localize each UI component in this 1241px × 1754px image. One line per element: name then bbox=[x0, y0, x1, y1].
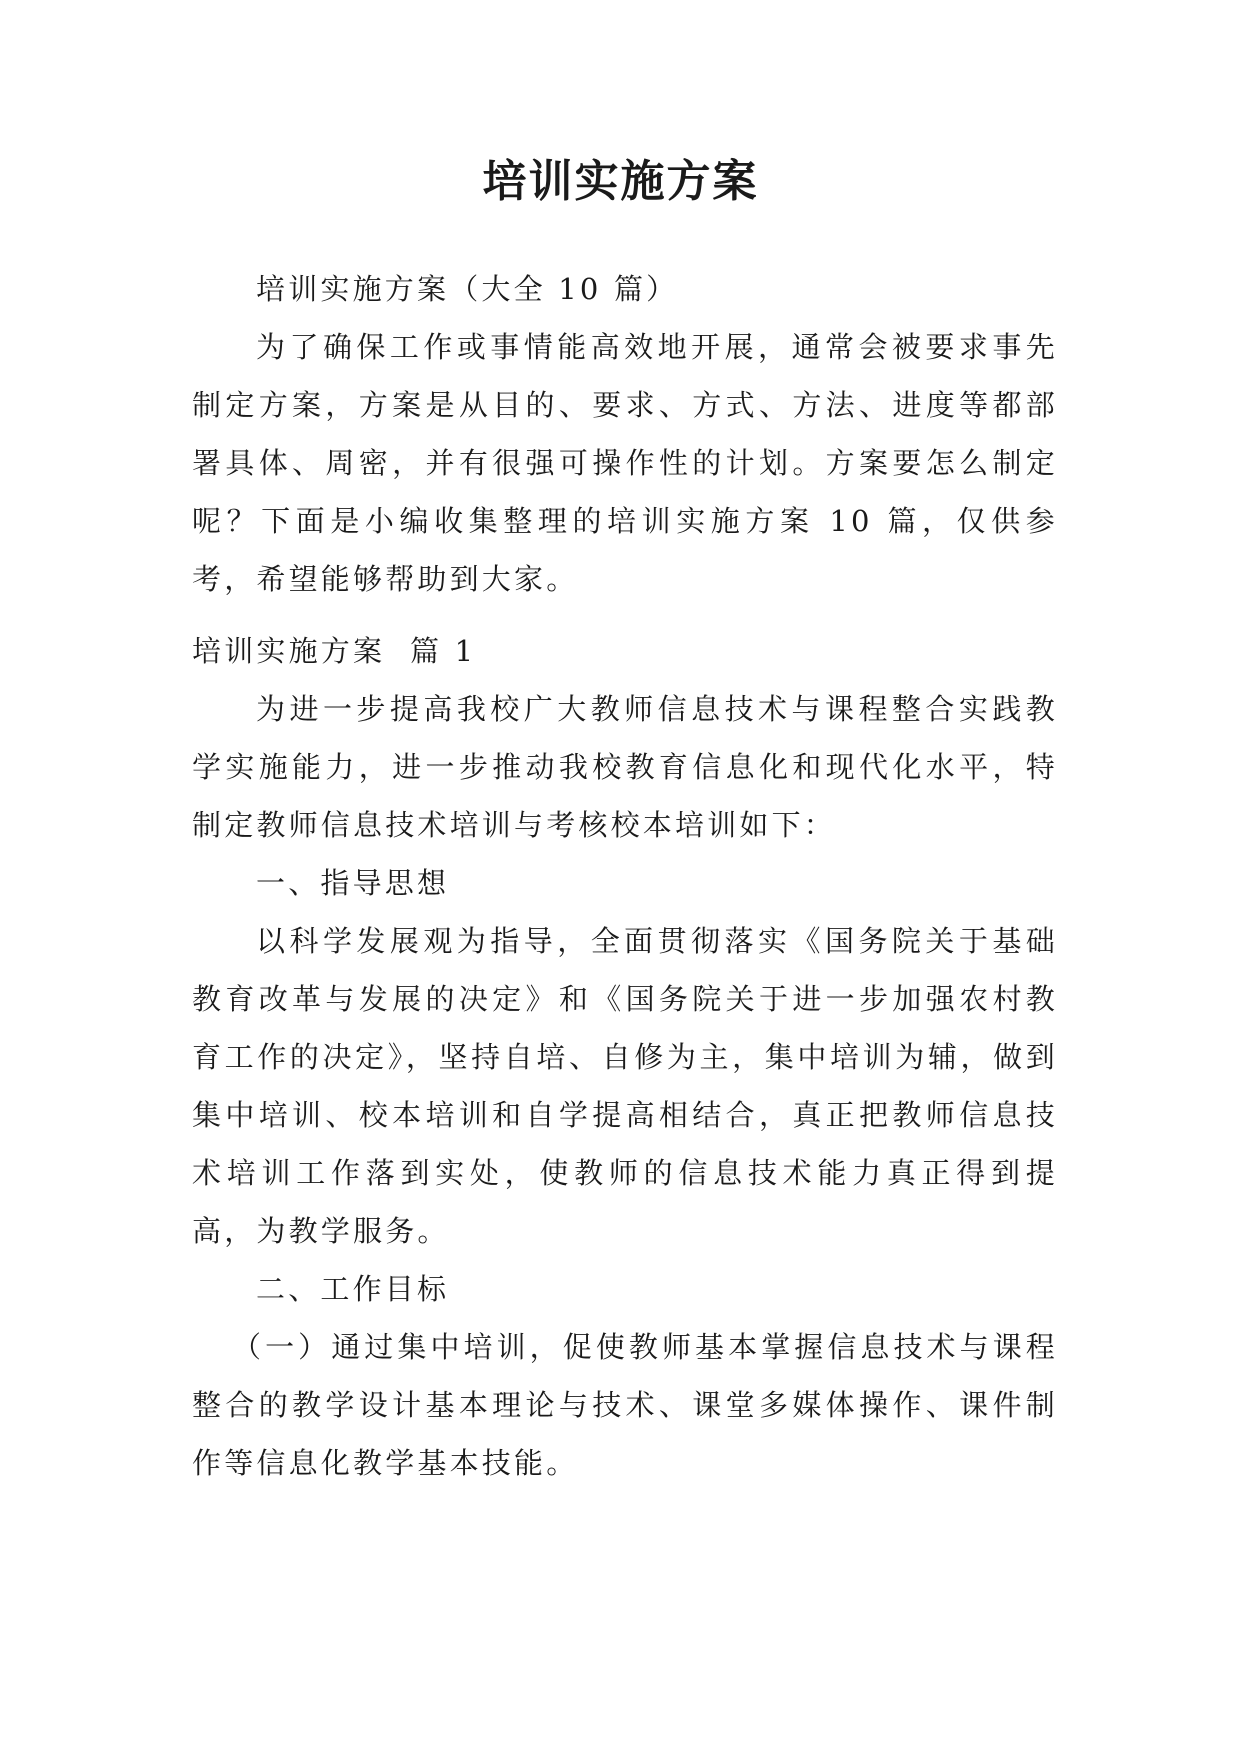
intro-subtitle: 培训实施方案（大全 10 篇） bbox=[256, 272, 679, 306]
document-title: 培训实施方案 bbox=[482, 156, 759, 207]
intro-paragraph: 为了确保工作或事情能高效地开展，通常会被要求事先制定方案，方案是从目的、要求、方式、方法、进度等都部署具体、周密，并有很强可操作性的计划。方案要怎么制定呢？下面是小编收集整理的培训实施方案 10 篇，仅供参考，希望能够帮助到大家。 bbox=[192, 330, 1058, 596]
section-1 bbox=[192, 622, 1058, 1492]
section-1-subheading-guiding-thought: 一、指导思想 bbox=[256, 866, 450, 900]
section-1-paragraph: 为进一步提高我校广大教师信息技术与课程整合实践教学实施能力，进一步推动我校教育信息化和现代化水平，特制定教师信息技术培训与考核校本培训如下： bbox=[192, 692, 1058, 842]
section-1-paragraph: （一）通过集中培训，促使教师基本掌握信息技术与课程整合的教学设计基本理论与技术、课堂多媒体操作、课件制作等信息化教学基本技能。 bbox=[192, 1330, 1058, 1480]
section-1-subheading-work-goals: 二、工作目标 bbox=[256, 1272, 450, 1306]
section-1-paragraph: 以科学发展观为指导，全面贯彻落实《国务院关于基础教育改革与发展的决定》和《国务院关于进一步加强农村教育工作的决定》，坚持自培、自修为主，集中培训为辅，做到集中培训、校本培训和自学提高相结合，真正把教师信息技术培训工作落到实处，使教师的信息技术能力真正得到提高，为教学服务。 bbox=[192, 924, 1058, 1248]
section-1-heading: 培训实施方案 篇 1 bbox=[192, 634, 477, 668]
intro-section bbox=[192, 260, 1058, 608]
